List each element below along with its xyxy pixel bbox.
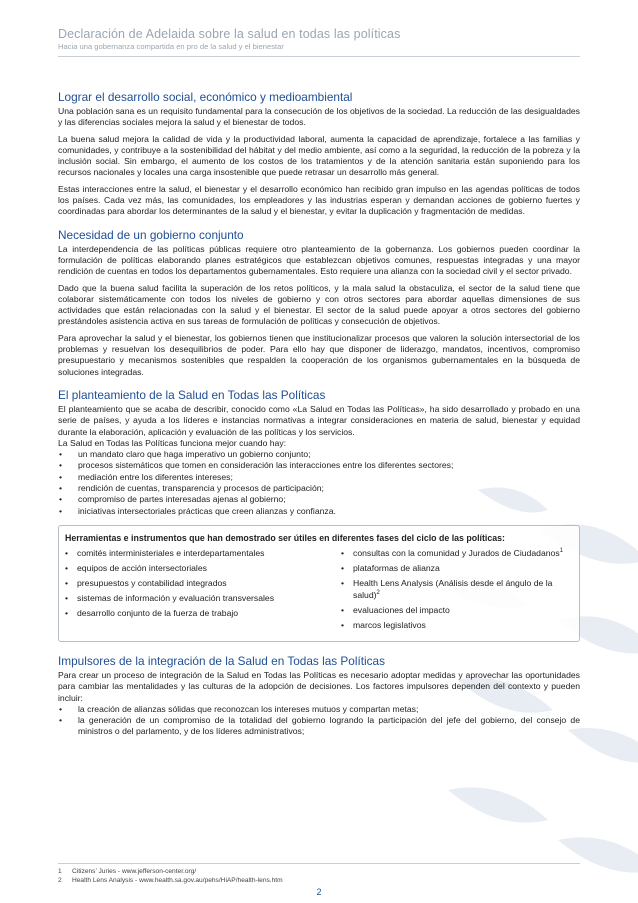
footnote-ref: 1 [559, 548, 563, 555]
list-item: • iniciativas intersectoriales prácticas que creen alianzas y confianza. [59, 505, 336, 516]
tools-list-right [341, 548, 571, 635]
list-item: • sistemas de información y evaluación transversales [65, 593, 275, 604]
section-development [58, 90, 580, 218]
section-drivers [58, 654, 580, 738]
list-item: • mediación entre los diferentes intereses; [59, 471, 233, 482]
header-title: Declaración de Adelaida sobre la salud en todas las políticas [58, 27, 401, 41]
page-number: 2 [316, 887, 322, 897]
paragraph: Dado que la buena salud facilita la superación de los retos políticos, y la mala salud la obstaculiza, el sector de la salud tiene que colaborar sistemáticamente con todos los niveles de gobierno y con otros sectores para abordar aquellas dimensiones de sus actividades que están relacionadas con la salud y el bienestar. El sector de la salud puede apoyar a otros sectores del gobierno prestándoles asistencia activa en sus tareas de formulación de políticas y consecución de objetivos. [58, 282, 580, 327]
list-item: • Health Lens Analysis (Análisis desde el ángulo de la salud)$^2$ [341, 578, 553, 600]
header-subtitle: Hacia una gobernanza compartida en pro de la salud y el bienestar [58, 42, 284, 51]
list-lead: La Salud en Todas las Políticas funciona mejor cuando hay: [58, 437, 287, 448]
list-item: • la creación de alianzas sólidas que reconozcan los intereses mutuos y compartan metas; [59, 703, 419, 714]
header-divider [58, 56, 580, 57]
list-item: • comités interministeriales e interdepartamentales [65, 547, 265, 558]
footnotes [58, 863, 580, 885]
section-heading: Necesidad de un gobierno conjunto [58, 227, 244, 242]
page-header [58, 27, 580, 57]
footnote: 1 Citizens’ Juries - www.jefferson-center.org/ [58, 868, 197, 875]
list-item: • un mandato claro que haga imperativo un gobierno conjunto; [59, 449, 311, 460]
paragraph: Para aprovechar la salud y el bienestar, los gobiernos tienen que institucionalizar procesos que valoren la solución intersectorial de los problemas y resuelvan los desequilibrios de poder. Para ello hay que disponer de liderazgo, mandatos, incentivos, compromiso presupuestario y mecanismos sostenibles que respalden la cooperación de los organismos gubernamentales en la búsqueda de soluciones integradas. [58, 332, 580, 377]
paragraph: Estas interacciones entre la salud, el bienestar y el desarrollo económico han recibido gran impulso en las agendas políticas de todos los países. Cada vez más, las comunidades, los empleadores y las industrias esperan y demandan acciones de gobierno fuertes y coordinadas para abordar los determinantes de la salud y el bienestar, y evitar la duplicación y fragmentación de medidas. [58, 183, 580, 217]
list-item: • procesos sistemáticos que tomen en consideración las interacciones entre los diferentes sectores; [59, 460, 454, 471]
list-item: • compromiso de partes interesadas ajenas al gobierno; [59, 494, 286, 505]
list-item: • marcos legislativos [341, 619, 426, 630]
paragraph: Para crear un proceso de integración de la Salud en Todas las Políticas es necesario adoptar medidas y aprovechar las oportunidades para cambiar las mentalidades y las culturas de la adopción de decisiones. Los factores impulsores dependen del contexto y pueden incluir: [58, 669, 580, 703]
list-item: • desarrollo conjunto de la fuerza de trabajo [65, 608, 239, 619]
section-heading: Lograr el desarrollo social, económico y medioambiental [58, 90, 353, 104]
list-item: • consultas con la comunidad y Jurados de Ciudadanos$^1$ [341, 547, 563, 558]
tools-list-left [65, 548, 341, 635]
paragraph: El planteamiento que se acaba de describir, conocido como «La Salud en Todas las Políticas», ha sido desarrollado y probado en una serie de países, y ayuda a los líderes e instancias normativas a integrar consideraciones en materia de salud, bienestar y equidad durante la elaboración, aplicación y evaluación de las políticas y los servicios. [58, 403, 580, 437]
paragraph: La interdependencia de las políticas públicas requiere otro planteamiento de la gobernanza. Los gobiernos pueden coordinar la formulación de políticas elaborando planes estratégicos que establezcan objetivos comunes, respuestas integradas y una mayor rendición de cuentas en todos los departamentos gubernamentales. Esto requiere una alianza con la sociedad civil y el sector privado. [58, 243, 580, 277]
page-content [58, 90, 580, 748]
conditions-list [58, 449, 580, 517]
paragraph: La buena salud mejora la calidad de vida y la productividad laboral, aumenta la capacidad de aprendizaje, fortalece a las familias y comunidades, y contribuye a la sostenibilidad del hábitat y del medio ambiente, así como a la seguridad, la reducción de la pobreza y la inclusión social. Sin embargo, el aumento de los costos de los tratamientos y de la atención sanitaria están suponiendo para los recursos nacionales y locales una carga insostenible que puede retrasar un desarrollo más general. [58, 133, 580, 178]
list-item: • evaluaciones del impacto [341, 604, 450, 615]
section-hiap-approach [58, 388, 580, 517]
list-item: • presupuestos y contabilidad integrados [65, 578, 227, 589]
tools-box [58, 525, 580, 642]
tools-box-title: Herramientas e instrumentos que han demostrado ser útiles en diferentes fases del ciclo de las políticas: [65, 532, 505, 543]
section-heading: Impulsores de la integración de la Salud en Todas las Políticas [58, 653, 386, 668]
list-item: • equipos de acción intersectoriales [65, 563, 207, 573]
footnote: 2 Health Lens Analysis - www.health.sa.gov.au/pehs/HiAP/health-lens.htm [58, 877, 283, 884]
list-item: • la generación de un compromiso de la totalidad del gobierno logrando la participación del jefe del gobierno, del consejo de ministros o del parlamento, y de los líderes administrativos; [59, 715, 580, 737]
section-joint-government [58, 228, 580, 378]
footnote-ref: 2 [376, 589, 380, 596]
list-item: • rendición de cuentas, transparencia y procesos de participación; [59, 483, 324, 494]
section-heading: El planteamiento de la Salud en Todas las Políticas [58, 387, 326, 402]
list-item: • plataformas de alianza [341, 563, 440, 573]
paragraph: Una población sana es un requisito fundamental para la consecución de los objetivos de la sociedad. La reducción de las desigualdades y las diferencias sociales mejora la salud y el bienestar de todos. [58, 106, 580, 128]
drivers-list [58, 704, 580, 738]
